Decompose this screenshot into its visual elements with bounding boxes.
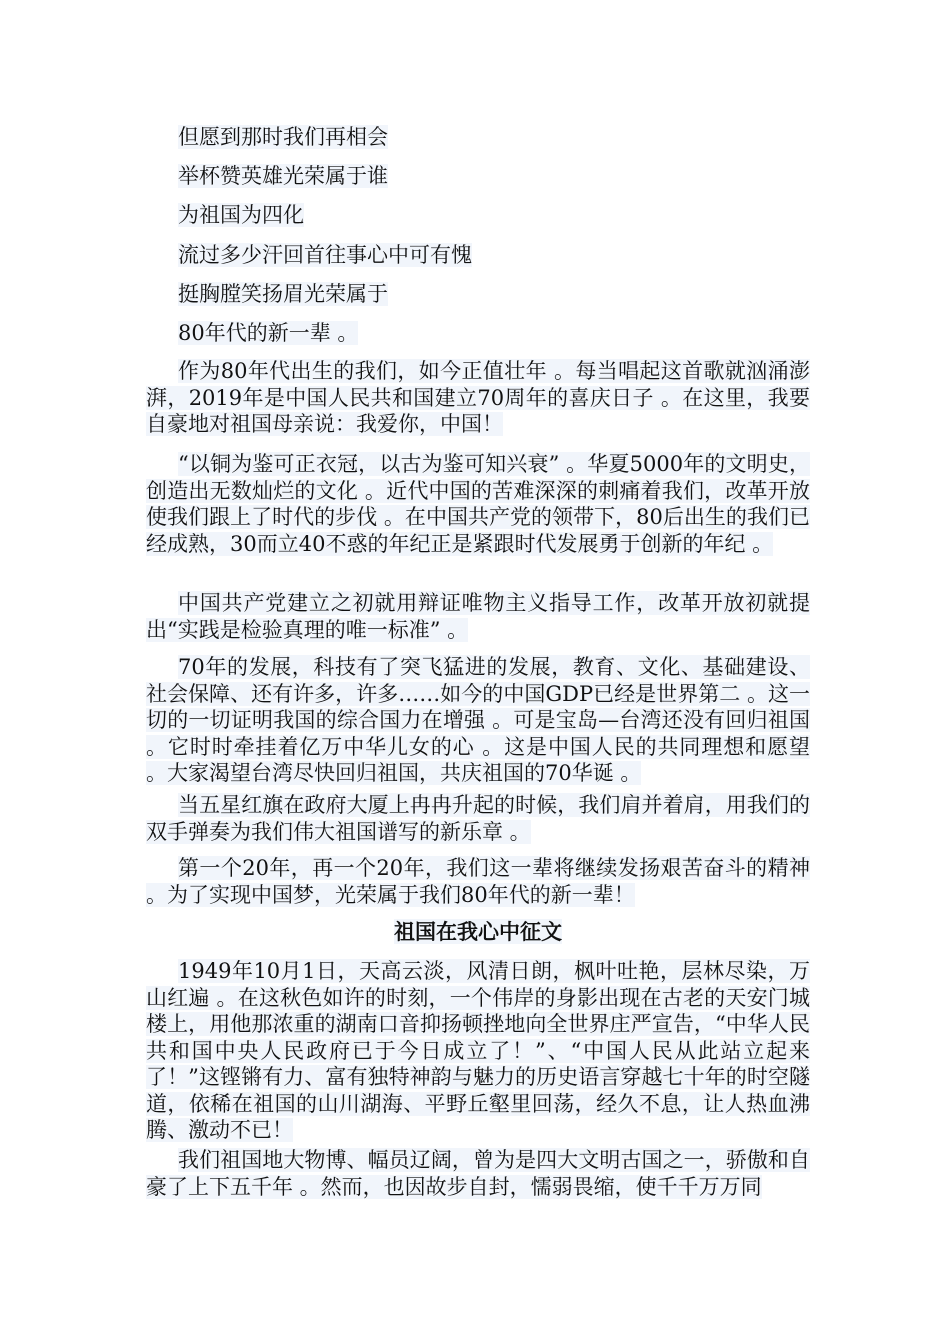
- body-paragraph: 中国共产党建立之初就用辩证唯物主义指导工作，改革开放初就提出“实践是检验真理的唯一标准” 。: [146, 591, 810, 642]
- verse-line: 举杯赞英雄光荣属于谁: [178, 164, 388, 188]
- verse-line: 80年代的新一辈 。: [178, 321, 359, 345]
- section-heading: 祖国在我心中征文: [394, 919, 562, 944]
- verse-line: 为祖国为四化: [178, 203, 304, 227]
- verse-line: 流过多少汗回首往事心中可有愧: [178, 243, 472, 267]
- body-paragraph: 70年的发展，科技有了突飞猛进的发展，教育、文化、基础建设、社会保障、还有许多，许多……如今的中国GDP已经是世界第二 。这一切的一切证明我国的综合国力在增强 。可是宝岛—台湾还没有回归祖国 。它时时牵挂着亿万中华儿女的心 。这是中国人民的共同理想和愿望 。大家渴望台湾尽快回归祖国，共庆祖国的70华诞 。: [146, 655, 810, 785]
- body-paragraph: 第一个20年，再一个20年，我们这一辈将继续发扬艰苦奋斗的精神 。为了实现中国梦，光荣属于我们80年代的新一辈！: [146, 856, 810, 907]
- body-paragraph: 我们祖国地大物博、幅员辽阔，曾为是四大文明古国之一，骄傲和自豪了上下五千年 。然而，也因故步自封，懦弱畏缩，使千千万万同: [146, 1148, 810, 1199]
- body-paragraph: 作为80年代出生的我们，如今正值壮年 。每当唱起这首歌就汹涌澎湃，2019年是中国人民共和国建立70周年的喜庆日子 。在这里，我要自豪地对祖国母亲说：我爱你，中国！: [146, 359, 810, 436]
- body-paragraph: 1949年10月1日，天高云淡，风清日朗，枫叶吐艳，层林尽染，万山红遍 。在这秋色如许的时刻，一个伟岸的身影出现在古老的天安门城楼上，用他那浓重的湖南口音抑扬顿挫地向全世界庄严宣告，“中华人民共和国中央人民政府已于今日成立了！”、“中国人民从此站立起来了！”这铿锵有力、富有独特神韵与魅力的历史语言穿越七十年的时空隧道，依稀在祖国的山川湖海、平野丘壑里回荡，经久不息，让人热血沸腾、激动不已！: [146, 959, 810, 1142]
- body-paragraph: “以铜为鉴可正衣冠，以古为鉴可知兴衰” 。华夏5000年的文明史，创造出无数灿烂的文化 。近代中国的苦难深深的刺痛着我们，改革开放使我们跟上了时代的步伐 。在中国共产党的领带下，80后出生的我们已经成熟，30而立40不惑的年纪正是紧跟时代发展勇于创新的年纪 。: [146, 452, 810, 556]
- verse-line: 但愿到那时我们再相会: [178, 125, 388, 149]
- verse-line: 挺胸膛笑扬眉光荣属于: [178, 282, 388, 306]
- body-paragraph: 当五星红旗在政府大厦上冉冉升起的时候，我们肩并着肩，用我们的双手弹奏为我们伟大祖国谱写的新乐章 。: [146, 793, 810, 844]
